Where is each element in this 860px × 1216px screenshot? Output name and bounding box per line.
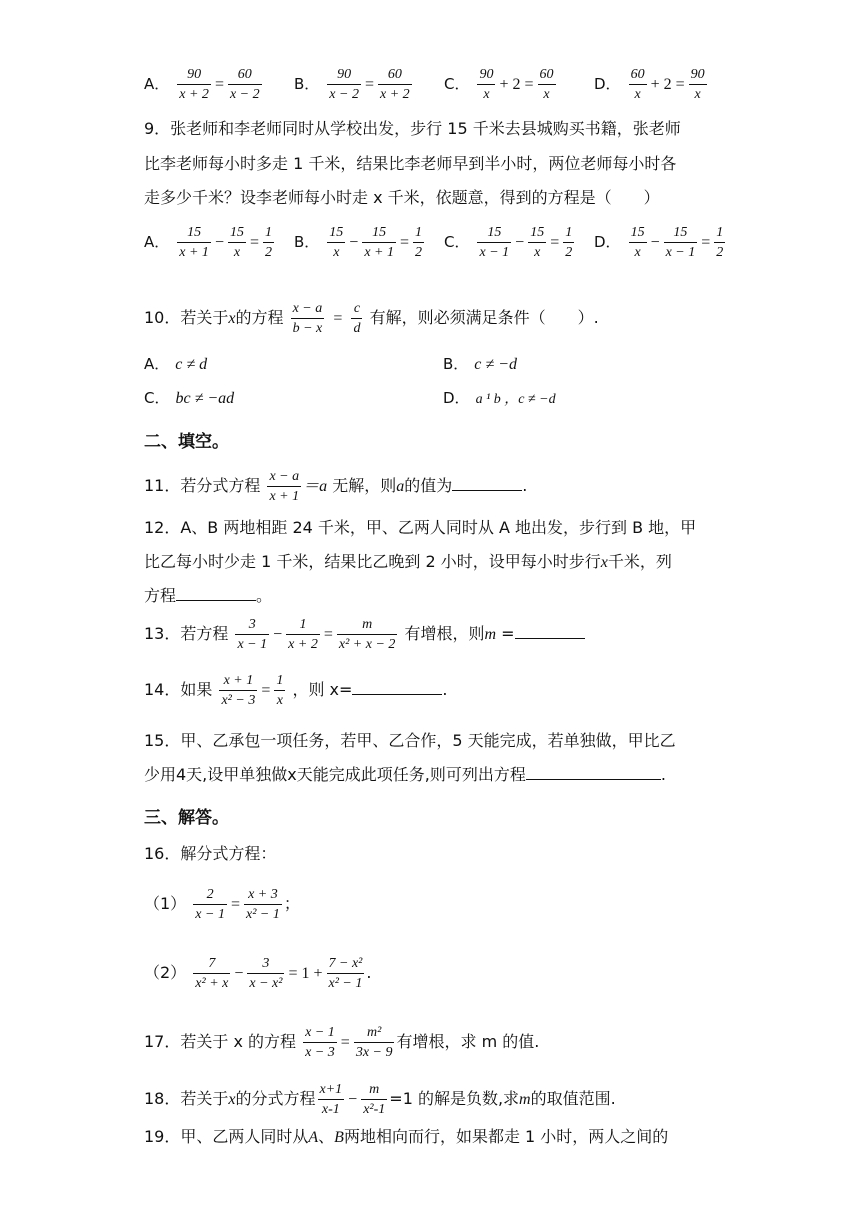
q16-part1: （1） $\frac{2}{x - 1}$ = $\frac{x + 3}{\text{x² − 1}}$ ； (144, 887, 300, 922)
q9-line1: 9．张老师和李老师同时从学校出发，步行 15 千米去县城购买书籍，张老师 (144, 119, 681, 138)
q12-line1: 12．A、B 两地相距 24 千米，甲、乙两人同时从 A 地出发，步行到 B 地，甲 (144, 518, 697, 537)
fraction: $\frac{15}{x}$ (229, 225, 244, 260)
q12-line3: 方程 。 (144, 586, 273, 605)
fraction: $\frac{90}{x - 2}$ (329, 67, 359, 102)
q9-line2: 比李老师每小时多走 1 千米，结果比李老师早到半小时，两位老师每小时各 (144, 154, 677, 173)
q13-answer-blank[interactable] (515, 622, 585, 639)
q11: 11．若分式方程 $\frac{x - a}{x + 1}$ ＝a 无解，则a的值为 . (144, 469, 528, 504)
fraction: $\frac{90}{x}$ (690, 67, 705, 102)
fraction: $\frac{1}{2}$ (716, 225, 724, 260)
fraction: $\frac{1}{2}$ (415, 225, 423, 260)
q16-title: 16．解分式方程： (144, 844, 277, 863)
q15-line1: 15．甲、乙承包一项任务，若甲、乙合作，5 天能完成，若单独做，甲比乙 (144, 731, 676, 750)
fraction: $\frac{15}{x}$ (530, 225, 545, 260)
fraction: $\frac{60}{x + 2}$ (380, 67, 410, 102)
fraction: $\frac{60}{x}$ (539, 67, 554, 102)
q8-option-c: C． $\frac{90}{x}$ + 2 = $\frac{60}{x}$ (444, 67, 554, 102)
fraction: $\frac{15}{x - 1}$ (665, 225, 696, 260)
q9-option-c: C． $\frac{15}{x - 1}$ − $\frac{15}{x}$ = $\frac{1}{2}$ (444, 225, 573, 260)
q12-line2: 比乙每小时少走 1 千米，结果比乙晚到 2 小时，设甲每小时步行x千米，列 (144, 552, 672, 571)
fraction: $\frac{60}{x}$ (630, 67, 645, 102)
q11-fraction: $\frac{x - a}{x + 1}$ (269, 469, 300, 504)
q9-option-d: D． $\frac{15}{x}$ − $\frac{15}{x - 1}$ = $\frac{1}{2}$ (594, 225, 724, 260)
fraction: $\frac{1}{2}$ (265, 225, 272, 260)
q17: 17．若关于 x 的方程 $\frac{x - 1}{x - 3}$ = $\frac{\text{m²}}{3x - 9}$ 有增根，求 m 的值. (144, 1025, 540, 1060)
q8-option-b: B． $\frac{90}{x - 2}$ = $\frac{60}{x + 2}$ (294, 67, 410, 102)
q18: 18．若关于x的分式方程 $\frac{x+1}{x-1}$ − $\frac{m}{\text{x²-1}}$ =1 的解是负数,求m的取值范围. (144, 1082, 616, 1117)
q10-stem: 10．若关于x的方程 $\frac{x - a}{b - x}$ = $\frac{c}{d}$ 有解，则必须满足条件（ ）. (144, 301, 599, 336)
fraction: $\frac{15}{x}$ (329, 225, 344, 260)
q9-option-b: B． $\frac{15}{x}$ − $\frac{15}{x + 1}$ = $\frac{1}{2}$ (294, 225, 423, 260)
q14: 14．如果 $\frac{x + 1}{\text{x² − 3}}$ = $\frac{1}{x}$ ，则 x= . (144, 673, 448, 708)
q16-part2: （2） $\frac{7}{\text{x² + x}}$ − $\frac{3}{\text{x − x²}}$ = 1 + $\frac{\text{7 − x²}}{\text{x² − 1}}$ . (144, 956, 372, 991)
fraction: $\frac{90}{x}$ (479, 67, 494, 102)
q10-fraction-left: $\frac{x - a}{b - x}$ (292, 301, 323, 336)
section-solve-heading: 三、解答。 (144, 808, 229, 828)
q10-fraction-right: $\frac{c}{d}$ (353, 301, 361, 336)
q10-option-a: A． c ≠ d (144, 355, 208, 373)
q10-suffix: 有解，则必须满足条件（ ）. (369, 308, 599, 327)
q10-var: x (228, 310, 236, 327)
fraction: $\frac{15}{x + 1}$ (179, 225, 209, 260)
q14-answer-blank[interactable] (352, 678, 442, 695)
fraction: $\frac{15}{x}$ (630, 225, 645, 260)
q9-line3: 走多少千米？设李老师每小时走 x 千米，依题意，得到的方程是（ ） (144, 188, 660, 207)
fraction: $\frac{60}{x - 2}$ (229, 67, 260, 102)
q10-option-b: B． c ≠ −d (443, 355, 517, 373)
q8-option-d: D． $\frac{60}{x}$ + 2 = $\frac{90}{x}$ (594, 67, 705, 102)
fraction: $\frac{1}{2}$ (565, 225, 573, 260)
q13: 13．若方程 $\frac{3}{x - 1}$ − $\frac{1}{x + 2}$ = $\frac{m}{\text{x² + x − 2}}$ 有增根，则m = (144, 616, 585, 653)
q8-option-a: A． $\frac{90}{x + 2}$ = $\frac{60}{x - 2}$ (144, 67, 260, 102)
q10-option-c: C． bc ≠ −ad (144, 389, 235, 407)
q12-answer-blank[interactable] (176, 584, 256, 601)
q9-option-a: A． $\frac{15}{x + 1}$ − $\frac{15}{x}$ = $\frac{1}{2}$ (144, 225, 272, 260)
q11-answer-blank[interactable] (452, 474, 522, 491)
section-fill-in-heading: 二、填空。 (144, 432, 229, 452)
q19-line1: 19．甲、乙两人同时从A、B两地相向而行，如果都走 1 小时，两人之间的 (144, 1127, 669, 1146)
q10-prefix: 10．若关于 (144, 308, 229, 327)
q15-line2: 少用4天,设甲单独做x天能完成此项任务,则可列出方程 . (144, 765, 666, 784)
q10-option-d: D． a ¹ b ，c ≠ −d (443, 389, 556, 407)
fraction: $\frac{90}{x + 2}$ (179, 67, 209, 102)
q15-answer-blank[interactable] (526, 763, 661, 780)
q10-mid: 的方程 (235, 308, 284, 327)
fraction: $\frac{15}{x + 1}$ (364, 225, 394, 260)
fraction: $\frac{15}{x - 1}$ (479, 225, 510, 260)
